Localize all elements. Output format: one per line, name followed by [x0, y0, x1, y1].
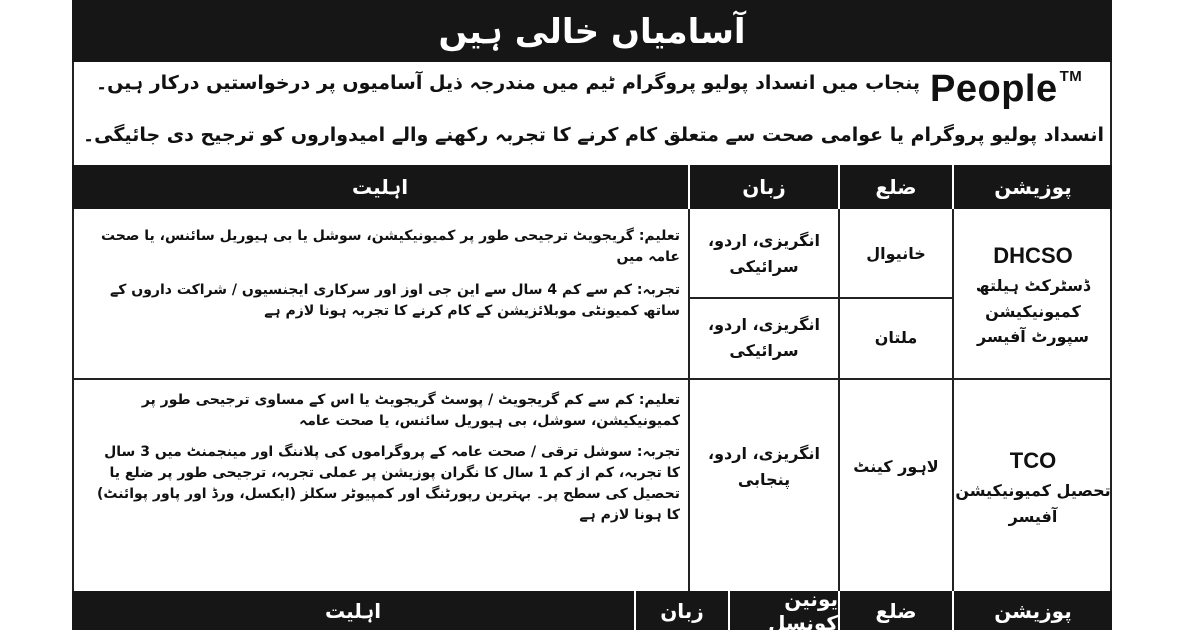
experience-line: تجربہ: کم سے کم 4 سال سے این جی اوز اور سرکاری ایجنسیوں / شراکت داروں کے ساتھ کمیونٹی موبلائزیشن کے کام کرنے کا تجربہ ہونا لازم ہے: [110, 282, 680, 319]
header-district: ضلع: [840, 165, 952, 209]
district-cell: خانیوال: [866, 244, 926, 264]
intro-line-1: پنجاب میں انسداد پولیو پروگرام ٹیم میں مندرجہ ذیل آسامیوں پر درخواستیں درکار ہیں۔: [95, 72, 920, 94]
experience-line: تجربہ: سوشل ترقی / صحت عامہ کے پروگراموں کی پلاننگ اور مینجمنٹ میں 3 سال کا تجربہ، کم از کم 1 سال کا نگران پوزیشن پر عملی تجربہ، ترجیحی طور پر ضلع یا تحصیل کی سطح پر۔ بہترین رپورٹنگ اور کمپیوٹر سکلز (ایکسل، ورڈ اور پاور پوائنٹ) کا ہونا لازم ہے: [97, 444, 680, 523]
education-line: تعلیم: کم سے کم گریجویٹ / پوسٹ گریجویٹ یا اس کے مساوی ترجیحی طور پر کمیونیکیشن، سوشل، بی ہیوریل سائنس، یا صحت عامہ: [141, 392, 680, 429]
trademark: TM: [1059, 68, 1083, 86]
qualification-cell-tco: [90, 390, 680, 526]
table2-header-language: زبان: [636, 591, 728, 630]
position-title: تحصیل کمیونیکیشن آفیسر: [955, 481, 1111, 526]
intro-line-2: انسداد پولیو پروگرام یا عوامی صحت سے متعلق کام کرنے کا تجربہ رکھنے والے امیدواروں کو ترجیح دی جائیگی۔: [83, 124, 1104, 146]
table2-header-union-council: یونین کونسل: [730, 591, 838, 630]
brand-name: People: [930, 68, 1058, 110]
qualification-cell-dhcso: [90, 226, 680, 322]
district-cell: ملتان: [874, 328, 918, 348]
table2-header-position: پوزیشن: [954, 591, 1112, 630]
position-title: ڈسٹرکٹ ہیلتھ کمیونیکیشن سپورٹ آفیسر: [975, 276, 1091, 347]
header-qualification: اہلیت: [72, 165, 688, 209]
grid-line: [72, 378, 1112, 380]
education-line: تعلیم: گریجویٹ ترجیحی طور پر کمیونیکیشن، سوشل یا بی ہیوریل سائنس، یا صحت عامہ میں: [100, 228, 680, 265]
district-cell: لاہور کینٹ: [853, 457, 939, 477]
grid-line: [690, 297, 952, 299]
position-cell-tco: [954, 382, 1112, 590]
header-position: پوزیشن: [954, 165, 1112, 209]
headline-banner: [72, 0, 1112, 62]
headline-text: آسامیاں خالی ہیں: [438, 11, 746, 52]
language-cell: انگریزی، اردو، سرائیکی: [708, 315, 820, 360]
table2-header-district: ضلع: [840, 591, 952, 630]
position-code: TCO: [1009, 447, 1057, 473]
table2-header-qualification: اہلیت: [72, 591, 634, 630]
position-cell-dhcso: [954, 212, 1112, 376]
header-language: زبان: [690, 165, 838, 209]
language-cell: انگریزی، اردو، سرائیکی: [708, 231, 820, 276]
people-logo: [930, 68, 1082, 111]
position-code: DHCSO: [993, 243, 1073, 269]
language-cell: انگریزی، اردو، پنجابی: [708, 444, 820, 489]
